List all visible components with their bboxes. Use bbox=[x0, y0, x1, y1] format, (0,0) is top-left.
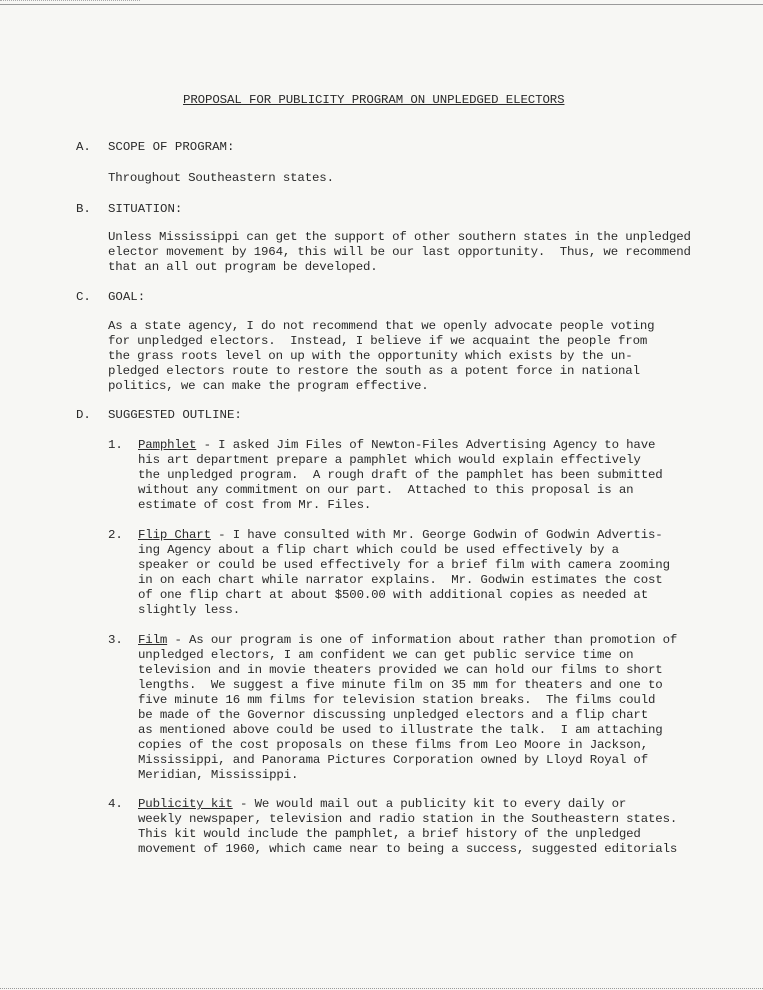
item-first-line: - As our program is one of information about rather than promotion of bbox=[167, 633, 678, 647]
item-body bbox=[138, 633, 677, 783]
section-label: SITUATION: bbox=[108, 202, 183, 216]
section-letter: D. bbox=[76, 408, 91, 422]
item-rest: ing Agency about a flip chart which could be used effectively by a speaker or could be used effectively for a brief film with camera zooming in on each chart while narrator explains. Mr. Godwin estimates the cost of one flip chart at about $500.00 with additional copies as needed at slightly less. bbox=[138, 543, 670, 617]
section-letter: A. bbox=[76, 140, 91, 154]
section-c-body: As a state agency, I do not recommend that we openly advocate people voting for unpledged electors. Instead, I believe if we acquaint the people from the grass roots level on up with the opportunity which exists by the un- pledged electors route to restore the south as a potent force in national politics, we can make the program effective. bbox=[108, 319, 655, 393]
item-number: 3. bbox=[108, 633, 123, 647]
item-number: 1. bbox=[108, 438, 123, 452]
document-title: PROPOSAL FOR PUBLICITY PROGRAM ON UNPLEDGED ELECTORS bbox=[183, 93, 565, 107]
item-first-line: - We would mail out a publicity kit to every daily or bbox=[232, 797, 627, 811]
page-edge-dots bbox=[0, 0, 140, 1]
section-label: SCOPE OF PROGRAM: bbox=[108, 140, 235, 154]
section-letter: B. bbox=[76, 202, 91, 216]
item-body bbox=[138, 438, 663, 513]
item-body bbox=[138, 528, 670, 618]
item-rest: weekly newspaper, television and radio station in the Southeastern states. This kit would include the pamphlet, a brief history of the unpledged movement of 1960, which came near to being a success, suggested editorials bbox=[138, 812, 678, 856]
item-number: 4. bbox=[108, 797, 123, 811]
section-label: GOAL: bbox=[108, 290, 146, 304]
section-letter: C. bbox=[76, 290, 91, 304]
section-a-body: Throughout Southeastern states. bbox=[108, 171, 334, 185]
item-term: Pamphlet bbox=[138, 438, 197, 452]
item-number: 2. bbox=[108, 528, 123, 542]
item-rest: unpledged electors, I am confident we can get public service time on television and in movie theaters provided we can hold our films to short lengths. We suggest a five minute film on 35 mm for theaters and one to five minute 16 mm films for television station breaks. The films could be made of the Governor discussing unpledged electors and a flip chart as mentioned above could be used to illustrate the talk. I am attaching copies of the cost proposals on these films from Leo Moore in Jackson, Mississippi, and Panorama Pictures Corporation owned by Lloyd Royal of Meridian, Mississippi. bbox=[138, 648, 663, 782]
page-bottom-edge bbox=[0, 988, 763, 989]
section-b-body: Unless Mississippi can get the support of other southern states in the unpledged elector movement by 1964, this will be our last opportunity. Thus, we recommend that an all out program be developed. bbox=[108, 230, 691, 274]
item-term: Flip Chart bbox=[138, 528, 211, 542]
item-rest: his art department prepare a pamphlet which would explain effectively the unpledged program. A rough draft of the pamphlet has been submitted without any commitment on our part. Attached to this proposal is an estimate of cost from Mr. Files. bbox=[138, 453, 663, 512]
item-body bbox=[138, 797, 677, 857]
item-first-line: - I have consulted with Mr. George Godwin of Godwin Advertis- bbox=[210, 528, 663, 542]
item-term: Publicity kit bbox=[138, 797, 233, 811]
page-top-edge bbox=[0, 4, 763, 5]
item-term: Film bbox=[138, 633, 168, 647]
item-first-line: - I asked Jim Files of Newton-Files Advertising Agency to have bbox=[196, 438, 656, 452]
section-label: SUGGESTED OUTLINE: bbox=[108, 408, 242, 422]
